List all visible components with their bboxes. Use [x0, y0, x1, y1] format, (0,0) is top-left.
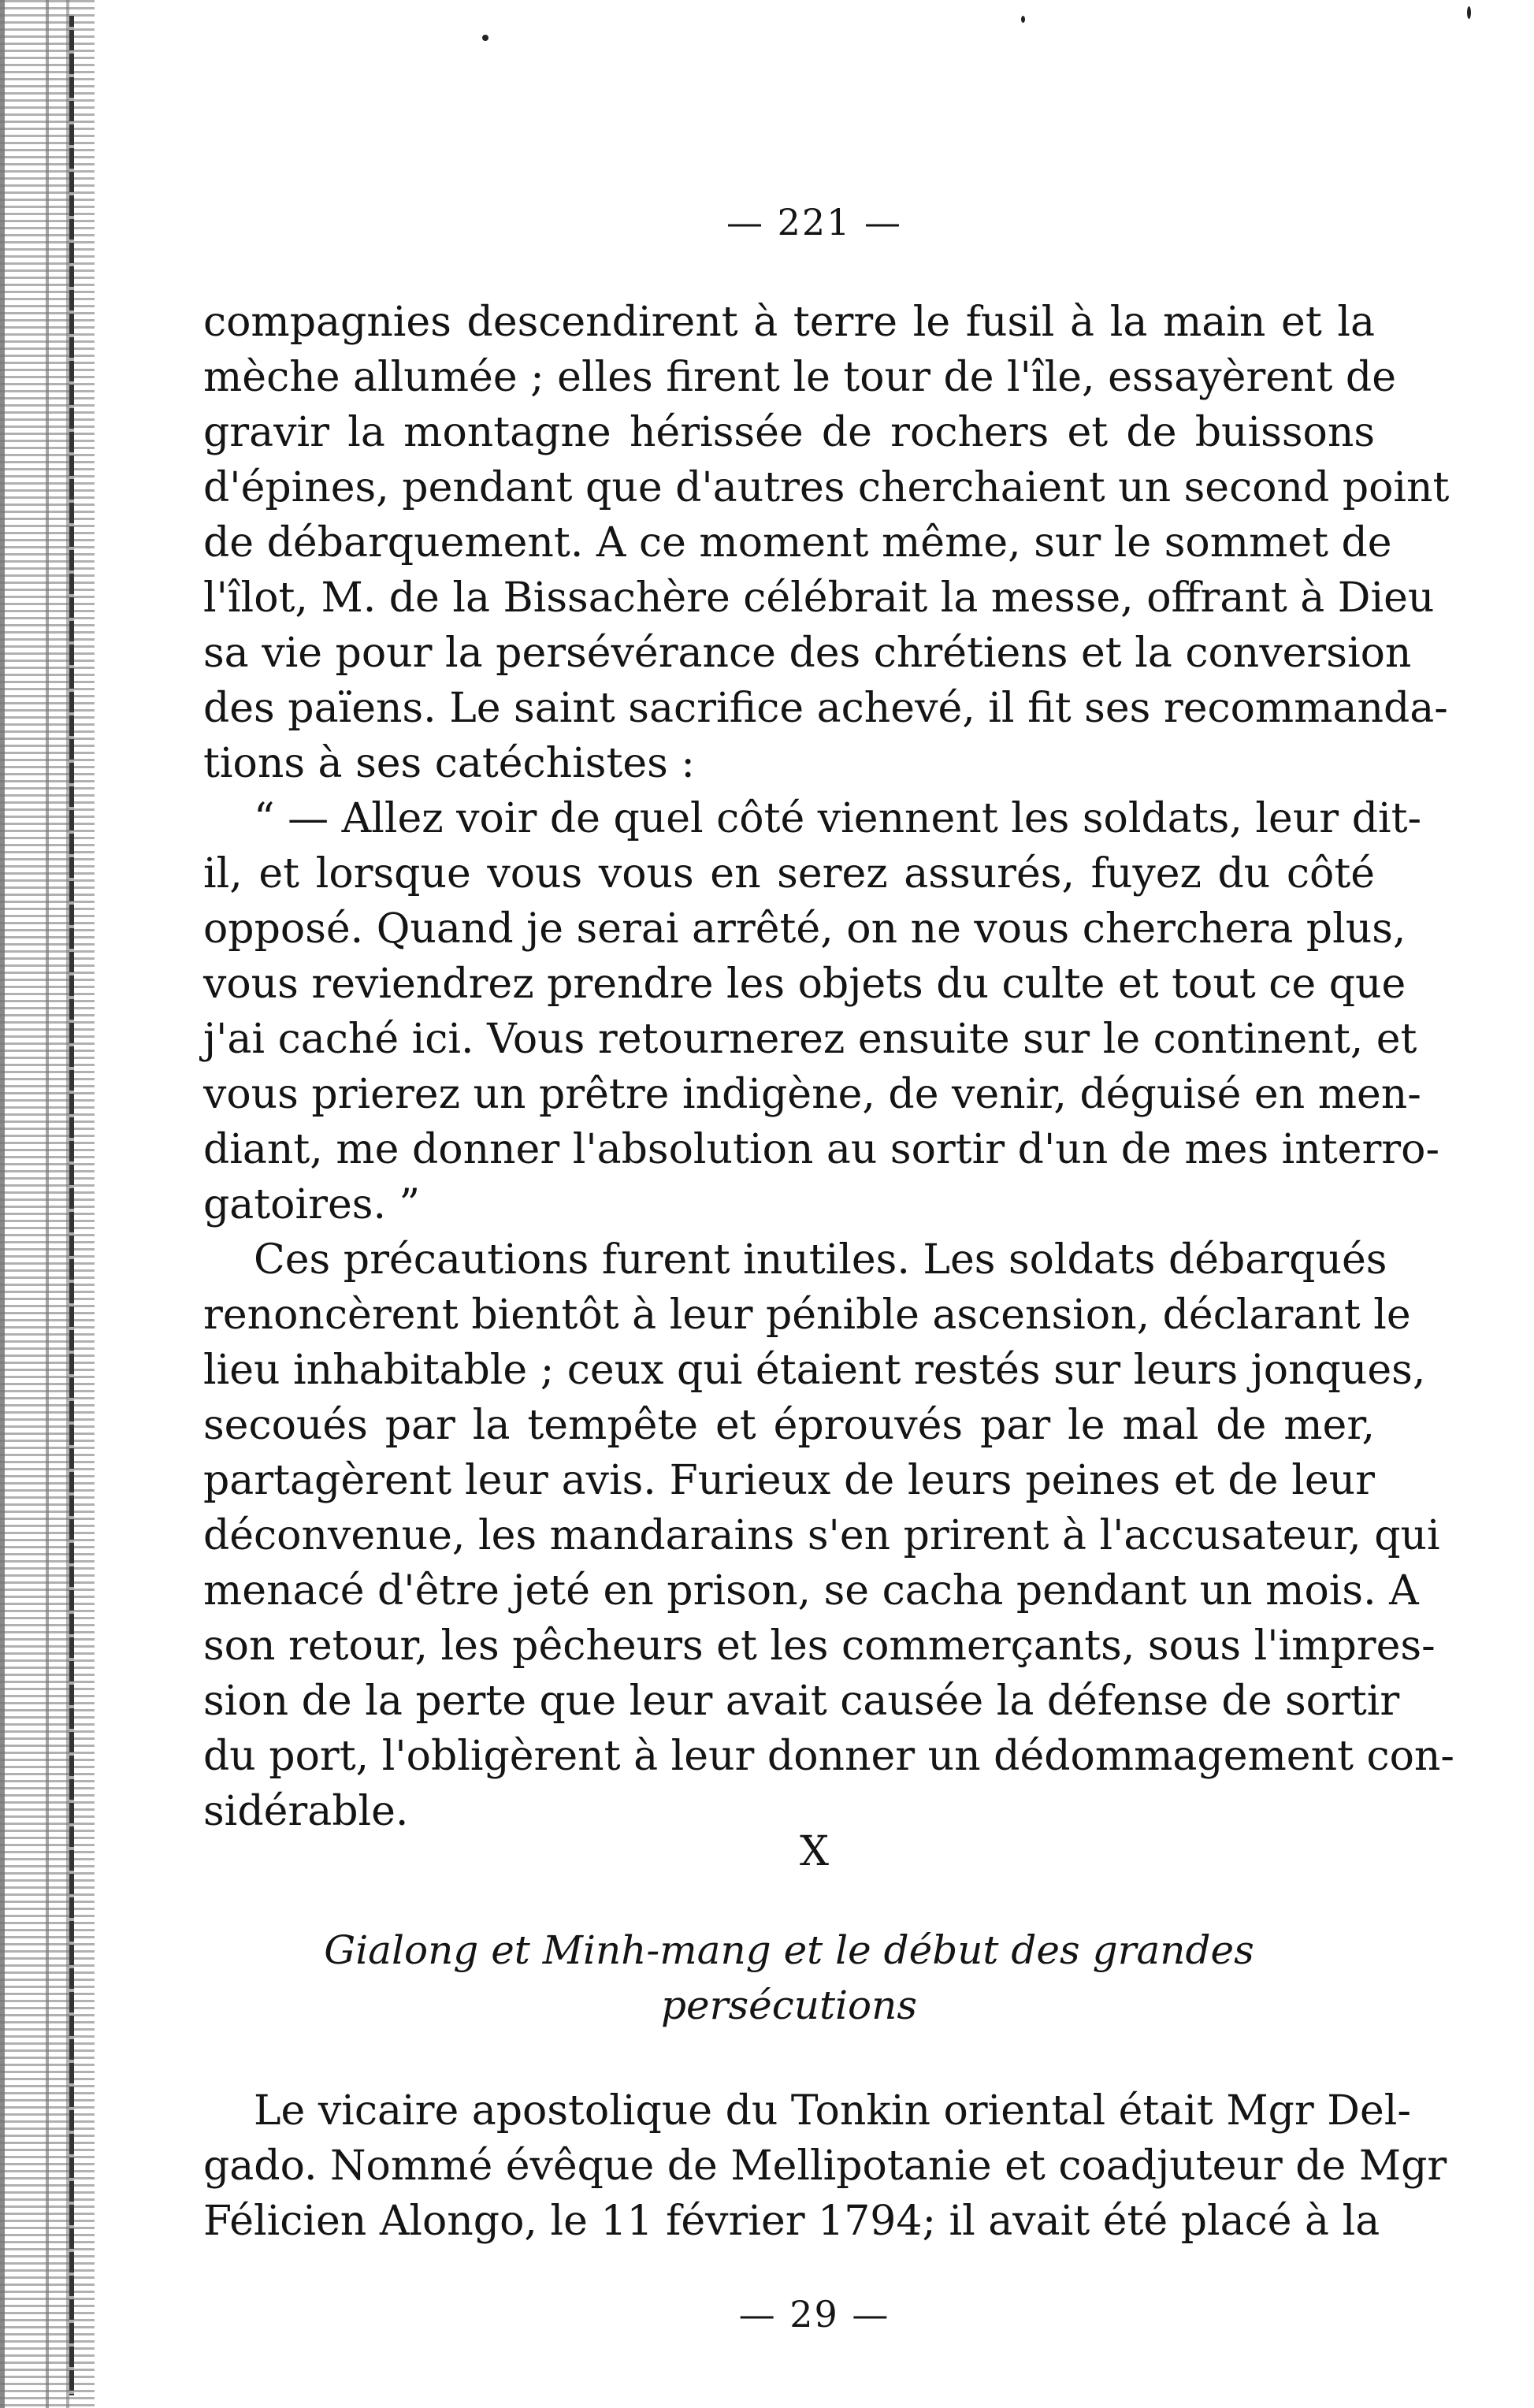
text-line: des païens. Le saint sacrifice achevé, il fit ses recommanda- [203, 685, 1448, 732]
text-line: gatoires. ” [203, 1181, 421, 1228]
text-line: menacé d'être jeté en prison, se cacha pendant un mois. A [203, 1567, 1419, 1615]
text-line: opposé. Quand je serai arrêté, on ne vous cherchera plus, [203, 905, 1406, 953]
text-line: compagnies descendirent à terre le fusil à la main et la [203, 299, 1375, 346]
text-line: partagèrent leur avis. Furieux de leurs peines et de leur [203, 1457, 1375, 1504]
text-line: mèche allumée ; elles firent le tour de l'île, essayèrent de [203, 354, 1396, 401]
binding-shadow [69, 16, 74, 2395]
page-number-bottom: — 29 — [738, 2293, 890, 2336]
text-line: son retour, les pêcheurs et les commerçants, sous l'impres- [203, 1622, 1436, 1670]
text-line: du port, l'obligèrent à leur donner un dédommagement con- [203, 1733, 1454, 1780]
text-line: d'épines, pendant que d'autres cherchaient un second point [203, 464, 1450, 511]
text-line: secoués par la tempête et éprouvés par le mal de mer, [203, 1402, 1375, 1449]
text-line: Félicien Alongo, le 11 février 1794; il avait été placé à la [203, 2198, 1380, 2245]
text-line: “ — Allez voir de quel côté viennent les soldats, leur dit- [254, 795, 1422, 842]
paragraph-1 [203, 295, 1450, 791]
text-line: sidérable. [203, 1788, 409, 1835]
text-line: sa vie pour la persévérance des chrétiens et la conversion [203, 630, 1412, 677]
text-line: Ces précautions furent inutiles. Les soldats débarqués [254, 1236, 1387, 1284]
text-line: sion de la perte que leur avait causée la défense de sortir [203, 1678, 1400, 1725]
text-line: renoncèrent bientôt à leur pénible ascension, déclarant le [203, 1291, 1411, 1339]
paragraph-3 [203, 2083, 1447, 2249]
text-line: il, et lorsque vous vous en serez assurés, fuyez du côté [203, 850, 1375, 897]
paragraph-2 [203, 1232, 1454, 1839]
section-title [203, 1923, 1375, 2033]
scan-speck [482, 35, 488, 41]
text-line: gado. Nommé évêque de Mellipotanie et coadjuteur de Mgr [203, 2142, 1447, 2190]
text-line: j'ai caché ici. Vous retournerez ensuite sur le continent, et [203, 1016, 1417, 1063]
scan-speck [1467, 6, 1471, 19]
text-line: lieu inhabitable ; ceux qui étaient restés sur leurs jonques, [203, 1347, 1426, 1394]
text-line: diant, me donner l'absolution au sortir d'un de mes interro- [203, 1126, 1440, 1173]
page-number-top: — 221 — [726, 201, 903, 243]
section-numeral: X [799, 1828, 830, 1875]
text-line: l'îlot, M. de la Bissachère célébrait la messe, offrant à Dieu [203, 574, 1435, 622]
scan-speck [1021, 16, 1025, 23]
text-line: gravir la montagne hérissée de rochers et de buissons [203, 409, 1375, 456]
section-title-line: persécutions [661, 1983, 917, 2028]
text-line: vous prierez un prêtre indigène, de venir, déguisé en men- [203, 1071, 1421, 1118]
text-line: vous reviendrez prendre les objets du culte et tout ce que [203, 961, 1406, 1008]
text-line: Le vicaire apostolique du Tonkin oriental était Mgr Del- [254, 2087, 1411, 2135]
section-title-line: Gialong et Minh-mang et le début des grandes [324, 1927, 1254, 1973]
text-line: de débarquement. A ce moment même, sur le sommet de [203, 519, 1392, 567]
quote-paragraph [203, 791, 1440, 1232]
binding-edge [0, 0, 95, 2408]
text-line: tions à ses catéchistes : [203, 740, 695, 787]
text-line: déconvenue, les mandarains s'en prirent à l'accusateur, qui [203, 1512, 1440, 1559]
